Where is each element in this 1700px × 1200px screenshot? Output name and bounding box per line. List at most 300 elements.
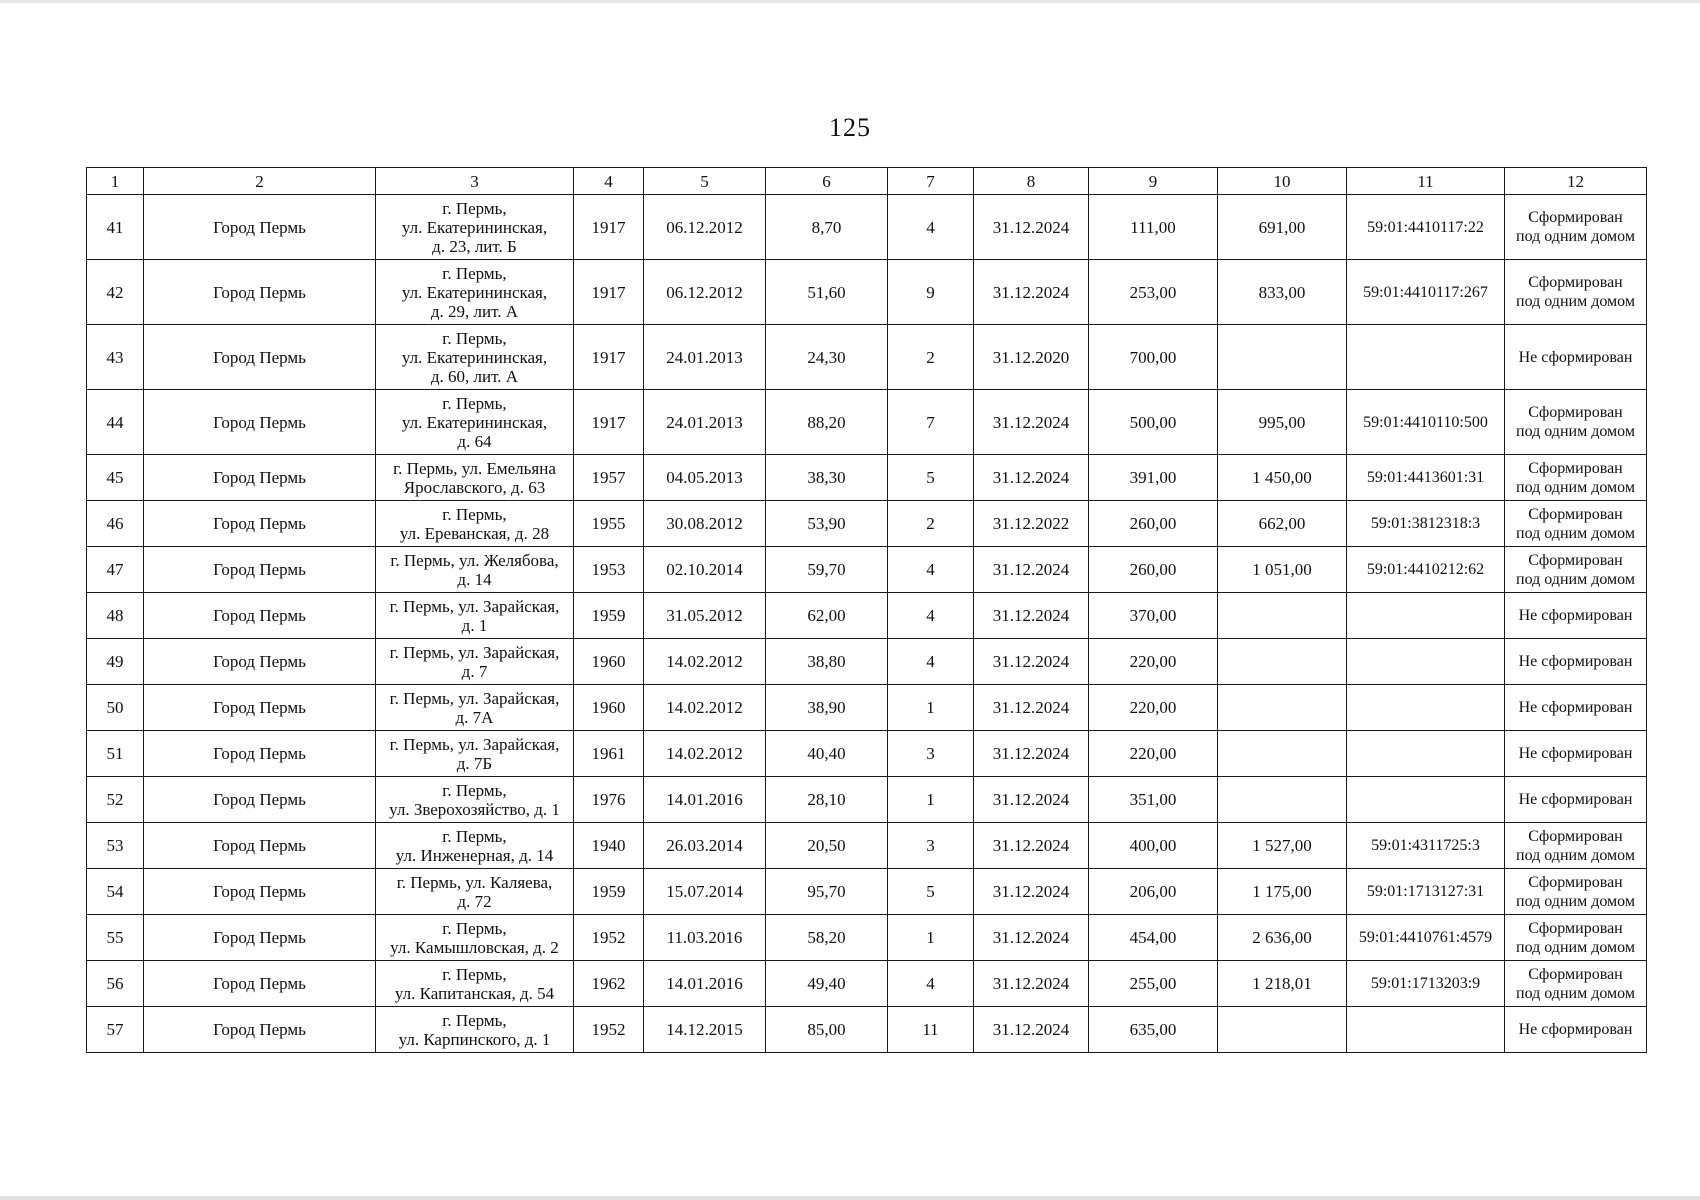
value-col9-cell: 454,00 bbox=[1089, 915, 1218, 961]
address-cell bbox=[376, 195, 574, 260]
status-cell bbox=[1505, 869, 1647, 915]
date-cell: 14.01.2016 bbox=[644, 777, 766, 823]
count-cell: 5 bbox=[888, 455, 974, 501]
deadline-cell: 31.12.2024 bbox=[974, 195, 1089, 260]
year-cell: 1959 bbox=[574, 593, 644, 639]
count-cell: 1 bbox=[888, 915, 974, 961]
year-cell: 1917 bbox=[574, 325, 644, 390]
address-cell-line: г. Пермь, bbox=[442, 1010, 507, 1030]
address-cell-line: г. Пермь, bbox=[442, 964, 507, 984]
row-number: 54 bbox=[87, 869, 144, 915]
date-cell: 14.02.2012 bbox=[644, 731, 766, 777]
address-cell-line: ул. Ереванская, д. 28 bbox=[399, 523, 550, 543]
table-row bbox=[87, 593, 1647, 639]
row-number: 46 bbox=[87, 501, 144, 547]
municipality-cell: Город Пермь bbox=[144, 547, 376, 593]
table-row bbox=[87, 1007, 1647, 1053]
address-cell-line: д. 1 bbox=[461, 615, 488, 635]
column-header: 7 bbox=[888, 168, 974, 195]
status-cell-line: под одним домом bbox=[1516, 846, 1635, 864]
scan-top-edge bbox=[0, 0, 1700, 3]
row-number: 51 bbox=[87, 731, 144, 777]
cadastral-number-cell: 59:01:4311725:3 bbox=[1347, 823, 1505, 869]
date-cell: 14.02.2012 bbox=[644, 685, 766, 731]
column-header: 4 bbox=[574, 168, 644, 195]
year-cell: 1952 bbox=[574, 915, 644, 961]
value-col9-cell: 260,00 bbox=[1089, 501, 1218, 547]
count-cell: 4 bbox=[888, 961, 974, 1007]
table-row bbox=[87, 685, 1647, 731]
deadline-cell: 31.12.2022 bbox=[974, 501, 1089, 547]
table-row bbox=[87, 869, 1647, 915]
municipality-cell: Город Пермь bbox=[144, 593, 376, 639]
address-cell-line: г. Пермь, ул. Каляева, bbox=[396, 872, 553, 892]
cadastral-number-cell: 59:01:4413601:31 bbox=[1347, 455, 1505, 501]
cadastral-number-cell: 59:01:4410110:500 bbox=[1347, 390, 1505, 455]
address-cell-line: г. Пермь, bbox=[442, 198, 507, 218]
area-cell: 38,30 bbox=[766, 455, 888, 501]
deadline-cell: 31.12.2024 bbox=[974, 455, 1089, 501]
year-cell: 1917 bbox=[574, 260, 644, 325]
address-cell-line: ул. Зверохозяйство, д. 1 bbox=[389, 799, 560, 819]
value-col10-cell: 662,00 bbox=[1218, 501, 1347, 547]
status-cell bbox=[1505, 685, 1647, 731]
date-cell: 14.02.2012 bbox=[644, 639, 766, 685]
municipality-cell: Город Пермь bbox=[144, 195, 376, 260]
value-col10-cell: 1 218,01 bbox=[1218, 961, 1347, 1007]
status-cell-line: Сформирован bbox=[1528, 459, 1623, 477]
status-cell bbox=[1505, 823, 1647, 869]
cadastral-number-cell: 59:01:1713203:9 bbox=[1347, 961, 1505, 1007]
address-cell-line: ул. Екатерининская, bbox=[401, 282, 548, 302]
status-cell bbox=[1505, 961, 1647, 1007]
date-cell: 02.10.2014 bbox=[644, 547, 766, 593]
deadline-cell: 31.12.2024 bbox=[974, 390, 1089, 455]
status-cell-line: под одним домом bbox=[1516, 892, 1635, 910]
row-number: 56 bbox=[87, 961, 144, 1007]
date-cell: 26.03.2014 bbox=[644, 823, 766, 869]
address-cell-line: ул. Капитанская, д. 54 bbox=[394, 983, 555, 1003]
value-col10-cell bbox=[1218, 325, 1347, 390]
deadline-cell: 31.12.2024 bbox=[974, 777, 1089, 823]
deadline-cell: 31.12.2024 bbox=[974, 961, 1089, 1007]
row-number: 48 bbox=[87, 593, 144, 639]
status-cell-line: под одним домом bbox=[1516, 423, 1635, 440]
address-cell-line: г. Пермь, ул. Зарайская, bbox=[389, 642, 560, 662]
deadline-cell: 31.12.2024 bbox=[974, 547, 1089, 593]
status-cell-line: Сформирован bbox=[1528, 919, 1623, 937]
date-cell: 15.07.2014 bbox=[644, 869, 766, 915]
area-cell: 88,20 bbox=[766, 390, 888, 455]
status-cell bbox=[1505, 777, 1647, 823]
status-cell-line: под одним домом bbox=[1516, 478, 1635, 496]
table-row bbox=[87, 639, 1647, 685]
status-cell-line: Не сформирован bbox=[1518, 348, 1633, 366]
status-cell-line: под одним домом bbox=[1516, 228, 1635, 245]
value-col9-cell: 260,00 bbox=[1089, 547, 1218, 593]
status-cell-line: под одним домом bbox=[1516, 984, 1635, 1002]
row-number: 52 bbox=[87, 777, 144, 823]
status-cell bbox=[1505, 455, 1647, 501]
status-cell-line: Не сформирован bbox=[1518, 1021, 1633, 1038]
value-col10-cell: 1 175,00 bbox=[1218, 869, 1347, 915]
address-cell-line: г. Пермь, bbox=[442, 780, 507, 800]
date-cell: 14.01.2016 bbox=[644, 961, 766, 1007]
area-cell: 20,50 bbox=[766, 823, 888, 869]
status-cell bbox=[1505, 593, 1647, 639]
count-cell: 2 bbox=[888, 325, 974, 390]
area-cell: 38,90 bbox=[766, 685, 888, 731]
status-cell-line: под одним домом bbox=[1516, 293, 1635, 310]
address-cell bbox=[376, 823, 574, 869]
address-cell-line: г. Пермь, ул. Зарайская, bbox=[389, 688, 560, 708]
address-cell-line: д. 64 bbox=[457, 431, 492, 451]
status-cell bbox=[1505, 390, 1647, 455]
count-cell: 2 bbox=[888, 501, 974, 547]
value-col10-cell bbox=[1218, 777, 1347, 823]
value-col9-cell: 400,00 bbox=[1089, 823, 1218, 869]
deadline-cell: 31.12.2024 bbox=[974, 593, 1089, 639]
address-cell-line: д. 29, лит. А bbox=[430, 301, 519, 321]
address-cell-line: д. 23, лит. Б bbox=[432, 236, 517, 256]
row-number: 44 bbox=[87, 390, 144, 455]
status-cell-line: Не сформирован bbox=[1518, 699, 1633, 716]
value-col10-cell: 2 636,00 bbox=[1218, 915, 1347, 961]
area-cell: 49,40 bbox=[766, 961, 888, 1007]
value-col9-cell: 220,00 bbox=[1089, 685, 1218, 731]
deadline-cell: 31.12.2020 bbox=[974, 325, 1089, 390]
cadastral-number-cell bbox=[1347, 639, 1505, 685]
address-cell-line: г. Пермь, ул. Зарайская, bbox=[389, 734, 560, 754]
status-cell-line: под одним домом bbox=[1516, 524, 1635, 542]
date-cell: 31.05.2012 bbox=[644, 593, 766, 639]
value-col10-cell bbox=[1218, 593, 1347, 639]
status-cell bbox=[1505, 639, 1647, 685]
cadastral-number-cell: 59:01:4410761:4579 bbox=[1347, 915, 1505, 961]
address-cell bbox=[376, 593, 574, 639]
year-cell: 1962 bbox=[574, 961, 644, 1007]
year-cell: 1955 bbox=[574, 501, 644, 547]
municipality-cell: Город Пермь bbox=[144, 823, 376, 869]
municipality-cell: Город Пермь bbox=[144, 639, 376, 685]
value-col10-cell bbox=[1218, 685, 1347, 731]
status-cell bbox=[1505, 547, 1647, 593]
table-row bbox=[87, 390, 1647, 455]
count-cell: 9 bbox=[888, 260, 974, 325]
address-cell bbox=[376, 1007, 574, 1053]
table-row bbox=[87, 777, 1647, 823]
area-cell: 51,60 bbox=[766, 260, 888, 325]
value-col9-cell: 500,00 bbox=[1089, 390, 1218, 455]
scan-bottom-edge bbox=[0, 1196, 1700, 1200]
value-col9-cell: 220,00 bbox=[1089, 639, 1218, 685]
year-cell: 1960 bbox=[574, 685, 644, 731]
area-cell: 24,30 bbox=[766, 325, 888, 390]
year-cell: 1957 bbox=[574, 455, 644, 501]
address-cell bbox=[376, 915, 574, 961]
date-cell: 06.12.2012 bbox=[644, 195, 766, 260]
status-cell-line: Сформирован bbox=[1528, 873, 1623, 891]
status-cell-line: Сформирован bbox=[1528, 551, 1623, 569]
column-header: 2 bbox=[144, 168, 376, 195]
status-cell-line: Не сформирован bbox=[1518, 607, 1633, 624]
count-cell: 4 bbox=[888, 593, 974, 639]
address-cell-line: г. Пермь, ул. Емельяна bbox=[393, 458, 556, 478]
address-cell bbox=[376, 777, 574, 823]
address-cell bbox=[376, 961, 574, 1007]
value-col10-cell bbox=[1218, 639, 1347, 685]
count-cell: 4 bbox=[888, 547, 974, 593]
column-header: 8 bbox=[974, 168, 1089, 195]
status-cell bbox=[1505, 260, 1647, 325]
status-cell bbox=[1505, 915, 1647, 961]
area-cell: 59,70 bbox=[766, 547, 888, 593]
cadastral-number-cell bbox=[1347, 777, 1505, 823]
address-cell-line: д. 7Б bbox=[456, 753, 493, 773]
year-cell: 1940 bbox=[574, 823, 644, 869]
value-col10-cell: 1 051,00 bbox=[1218, 547, 1347, 593]
value-col10-cell: 691,00 bbox=[1218, 195, 1347, 260]
address-cell-line: ул. Екатерининская, bbox=[401, 217, 548, 237]
table-row bbox=[87, 915, 1647, 961]
area-cell: 95,70 bbox=[766, 869, 888, 915]
municipality-cell: Город Пермь bbox=[144, 501, 376, 547]
cadastral-number-cell: 59:01:4410212:62 bbox=[1347, 547, 1505, 593]
row-number: 43 bbox=[87, 325, 144, 390]
municipality-cell: Город Пермь bbox=[144, 325, 376, 390]
status-cell bbox=[1505, 501, 1647, 547]
status-cell-line: Сформирован bbox=[1528, 505, 1623, 523]
address-cell-line: г. Пермь, bbox=[442, 504, 507, 524]
address-cell-line: г. Пермь, bbox=[442, 328, 507, 348]
row-number: 45 bbox=[87, 455, 144, 501]
value-col9-cell: 351,00 bbox=[1089, 777, 1218, 823]
address-cell bbox=[376, 501, 574, 547]
table-row bbox=[87, 961, 1647, 1007]
cadastral-number-cell bbox=[1347, 731, 1505, 777]
address-cell bbox=[376, 869, 574, 915]
area-cell: 62,00 bbox=[766, 593, 888, 639]
area-cell: 8,70 bbox=[766, 195, 888, 260]
area-cell: 38,80 bbox=[766, 639, 888, 685]
column-header: 10 bbox=[1218, 168, 1347, 195]
cadastral-number-cell bbox=[1347, 685, 1505, 731]
status-cell bbox=[1505, 325, 1647, 390]
address-cell-line: г. Пермь, bbox=[442, 826, 507, 846]
address-cell bbox=[376, 685, 574, 731]
municipality-cell: Город Пермь bbox=[144, 731, 376, 777]
row-number: 57 bbox=[87, 1007, 144, 1053]
count-cell: 5 bbox=[888, 869, 974, 915]
address-cell-line: д. 7А bbox=[455, 707, 494, 727]
cadastral-number-cell: 59:01:4410117:267 bbox=[1347, 260, 1505, 325]
address-cell bbox=[376, 260, 574, 325]
count-cell: 1 bbox=[888, 685, 974, 731]
status-cell-line: под одним домом bbox=[1516, 938, 1635, 956]
table-row bbox=[87, 547, 1647, 593]
municipality-cell: Город Пермь bbox=[144, 777, 376, 823]
municipality-cell: Город Пермь bbox=[144, 869, 376, 915]
cadastral-number-cell: 59:01:1713127:31 bbox=[1347, 869, 1505, 915]
row-number: 53 bbox=[87, 823, 144, 869]
value-col10-cell: 833,00 bbox=[1218, 260, 1347, 325]
column-header: 6 bbox=[766, 168, 888, 195]
municipality-cell: Город Пермь bbox=[144, 390, 376, 455]
address-cell-line: г. Пермь, ул. Зарайская, bbox=[389, 596, 560, 616]
count-cell: 3 bbox=[888, 823, 974, 869]
status-cell-line: Сформирован bbox=[1528, 209, 1623, 226]
status-cell-line: Сформирован bbox=[1528, 274, 1623, 291]
column-header: 9 bbox=[1089, 168, 1218, 195]
deadline-cell: 31.12.2024 bbox=[974, 869, 1089, 915]
status-cell-line: Сформирован bbox=[1528, 827, 1623, 845]
municipality-cell: Город Пермь bbox=[144, 455, 376, 501]
status-cell bbox=[1505, 1007, 1647, 1053]
page-number: 125 bbox=[829, 113, 871, 142]
year-cell: 1917 bbox=[574, 195, 644, 260]
row-number: 47 bbox=[87, 547, 144, 593]
column-header: 5 bbox=[644, 168, 766, 195]
municipality-cell: Город Пермь bbox=[144, 1007, 376, 1053]
area-cell: 58,20 bbox=[766, 915, 888, 961]
address-cell-line: ул. Камышловская, д. 2 bbox=[390, 937, 559, 957]
status-cell bbox=[1505, 731, 1647, 777]
count-cell: 7 bbox=[888, 390, 974, 455]
year-cell: 1917 bbox=[574, 390, 644, 455]
status-cell-line: Сформирован bbox=[1528, 965, 1623, 983]
municipality-cell: Город Пермь bbox=[144, 260, 376, 325]
value-col9-cell: 370,00 bbox=[1089, 593, 1218, 639]
address-cell-line: д. 72 bbox=[457, 891, 492, 911]
deadline-cell: 31.12.2024 bbox=[974, 260, 1089, 325]
deadline-cell: 31.12.2024 bbox=[974, 823, 1089, 869]
cadastral-number-cell: 59:01:3812318:3 bbox=[1347, 501, 1505, 547]
address-cell-line: д. 7 bbox=[461, 661, 488, 681]
column-header: 3 bbox=[376, 168, 574, 195]
deadline-cell: 31.12.2024 bbox=[974, 731, 1089, 777]
year-cell: 1953 bbox=[574, 547, 644, 593]
year-cell: 1952 bbox=[574, 1007, 644, 1053]
status-cell-line: Не сформирован bbox=[1518, 745, 1633, 762]
table-row bbox=[87, 260, 1647, 325]
status-cell bbox=[1505, 195, 1647, 260]
table-row bbox=[87, 731, 1647, 777]
deadline-cell: 31.12.2024 bbox=[974, 685, 1089, 731]
area-cell: 40,40 bbox=[766, 731, 888, 777]
column-header: 1 bbox=[87, 168, 144, 195]
value-col9-cell: 253,00 bbox=[1089, 260, 1218, 325]
value-col9-cell: 700,00 bbox=[1089, 325, 1218, 390]
count-cell: 11 bbox=[888, 1007, 974, 1053]
value-col9-cell: 255,00 bbox=[1089, 961, 1218, 1007]
value-col9-cell: 206,00 bbox=[1089, 869, 1218, 915]
value-col9-cell: 635,00 bbox=[1089, 1007, 1218, 1053]
registry-table bbox=[86, 167, 1647, 1053]
status-cell-line: под одним домом bbox=[1516, 570, 1635, 588]
address-cell-line: г. Пермь, ул. Желябова, bbox=[390, 550, 559, 570]
address-cell bbox=[376, 390, 574, 455]
address-cell-line: ул. Инженерная, д. 14 bbox=[395, 845, 554, 865]
table-row bbox=[87, 325, 1647, 390]
address-cell-line: ул. Екатерининская, bbox=[401, 347, 548, 367]
address-cell bbox=[376, 731, 574, 777]
year-cell: 1961 bbox=[574, 731, 644, 777]
municipality-cell: Город Пермь bbox=[144, 685, 376, 731]
address-cell-line: г. Пермь, bbox=[442, 918, 507, 938]
date-cell: 24.01.2013 bbox=[644, 390, 766, 455]
deadline-cell: 31.12.2024 bbox=[974, 639, 1089, 685]
year-cell: 1960 bbox=[574, 639, 644, 685]
value-col10-cell: 1 527,00 bbox=[1218, 823, 1347, 869]
row-number: 50 bbox=[87, 685, 144, 731]
value-col10-cell: 995,00 bbox=[1218, 390, 1347, 455]
value-col9-cell: 220,00 bbox=[1089, 731, 1218, 777]
address-cell bbox=[376, 325, 574, 390]
value-col10-cell: 1 450,00 bbox=[1218, 455, 1347, 501]
value-col10-cell bbox=[1218, 731, 1347, 777]
date-cell: 06.12.2012 bbox=[644, 260, 766, 325]
address-cell-line: ул. Карпинского, д. 1 bbox=[398, 1029, 551, 1049]
address-cell-line: г. Пермь, bbox=[442, 263, 507, 283]
address-cell-line: Ярославского, д. 63 bbox=[403, 477, 546, 497]
year-cell: 1959 bbox=[574, 869, 644, 915]
table-row bbox=[87, 501, 1647, 547]
value-col10-cell bbox=[1218, 1007, 1347, 1053]
area-cell: 85,00 bbox=[766, 1007, 888, 1053]
date-cell: 04.05.2013 bbox=[644, 455, 766, 501]
address-cell bbox=[376, 639, 574, 685]
cadastral-number-cell bbox=[1347, 593, 1505, 639]
table-row bbox=[87, 195, 1647, 260]
address-cell-line: г. Пермь, bbox=[442, 393, 507, 413]
municipality-cell: Город Пермь bbox=[144, 961, 376, 1007]
column-header: 11 bbox=[1347, 168, 1505, 195]
area-cell: 28,10 bbox=[766, 777, 888, 823]
value-col9-cell: 391,00 bbox=[1089, 455, 1218, 501]
cadastral-number-cell bbox=[1347, 325, 1505, 390]
area-cell: 53,90 bbox=[766, 501, 888, 547]
table-body bbox=[87, 195, 1647, 1053]
row-number: 42 bbox=[87, 260, 144, 325]
cadastral-number-cell bbox=[1347, 1007, 1505, 1053]
deadline-cell: 31.12.2024 bbox=[974, 915, 1089, 961]
status-cell-line: Не сформирован bbox=[1518, 653, 1633, 670]
count-cell: 3 bbox=[888, 731, 974, 777]
municipality-cell: Город Пермь bbox=[144, 915, 376, 961]
date-cell: 14.12.2015 bbox=[644, 1007, 766, 1053]
row-number: 49 bbox=[87, 639, 144, 685]
header-row bbox=[87, 168, 1647, 195]
count-cell: 1 bbox=[888, 777, 974, 823]
table-row bbox=[87, 455, 1647, 501]
address-cell-line: ул. Екатерининская, bbox=[401, 412, 548, 432]
address-cell bbox=[376, 547, 574, 593]
status-cell-line: Сформирован bbox=[1528, 404, 1623, 421]
address-cell bbox=[376, 455, 574, 501]
address-cell-line: д. 60, лит. А bbox=[430, 366, 519, 386]
value-col9-cell: 111,00 bbox=[1089, 195, 1218, 260]
date-cell: 24.01.2013 bbox=[644, 325, 766, 390]
year-cell: 1976 bbox=[574, 777, 644, 823]
date-cell: 11.03.2016 bbox=[644, 915, 766, 961]
status-cell-line: Не сформирован bbox=[1518, 791, 1633, 808]
date-cell: 30.08.2012 bbox=[644, 501, 766, 547]
count-cell: 4 bbox=[888, 639, 974, 685]
cadastral-number-cell: 59:01:4410117:22 bbox=[1347, 195, 1505, 260]
count-cell: 4 bbox=[888, 195, 974, 260]
row-number: 41 bbox=[87, 195, 144, 260]
table-row bbox=[87, 823, 1647, 869]
